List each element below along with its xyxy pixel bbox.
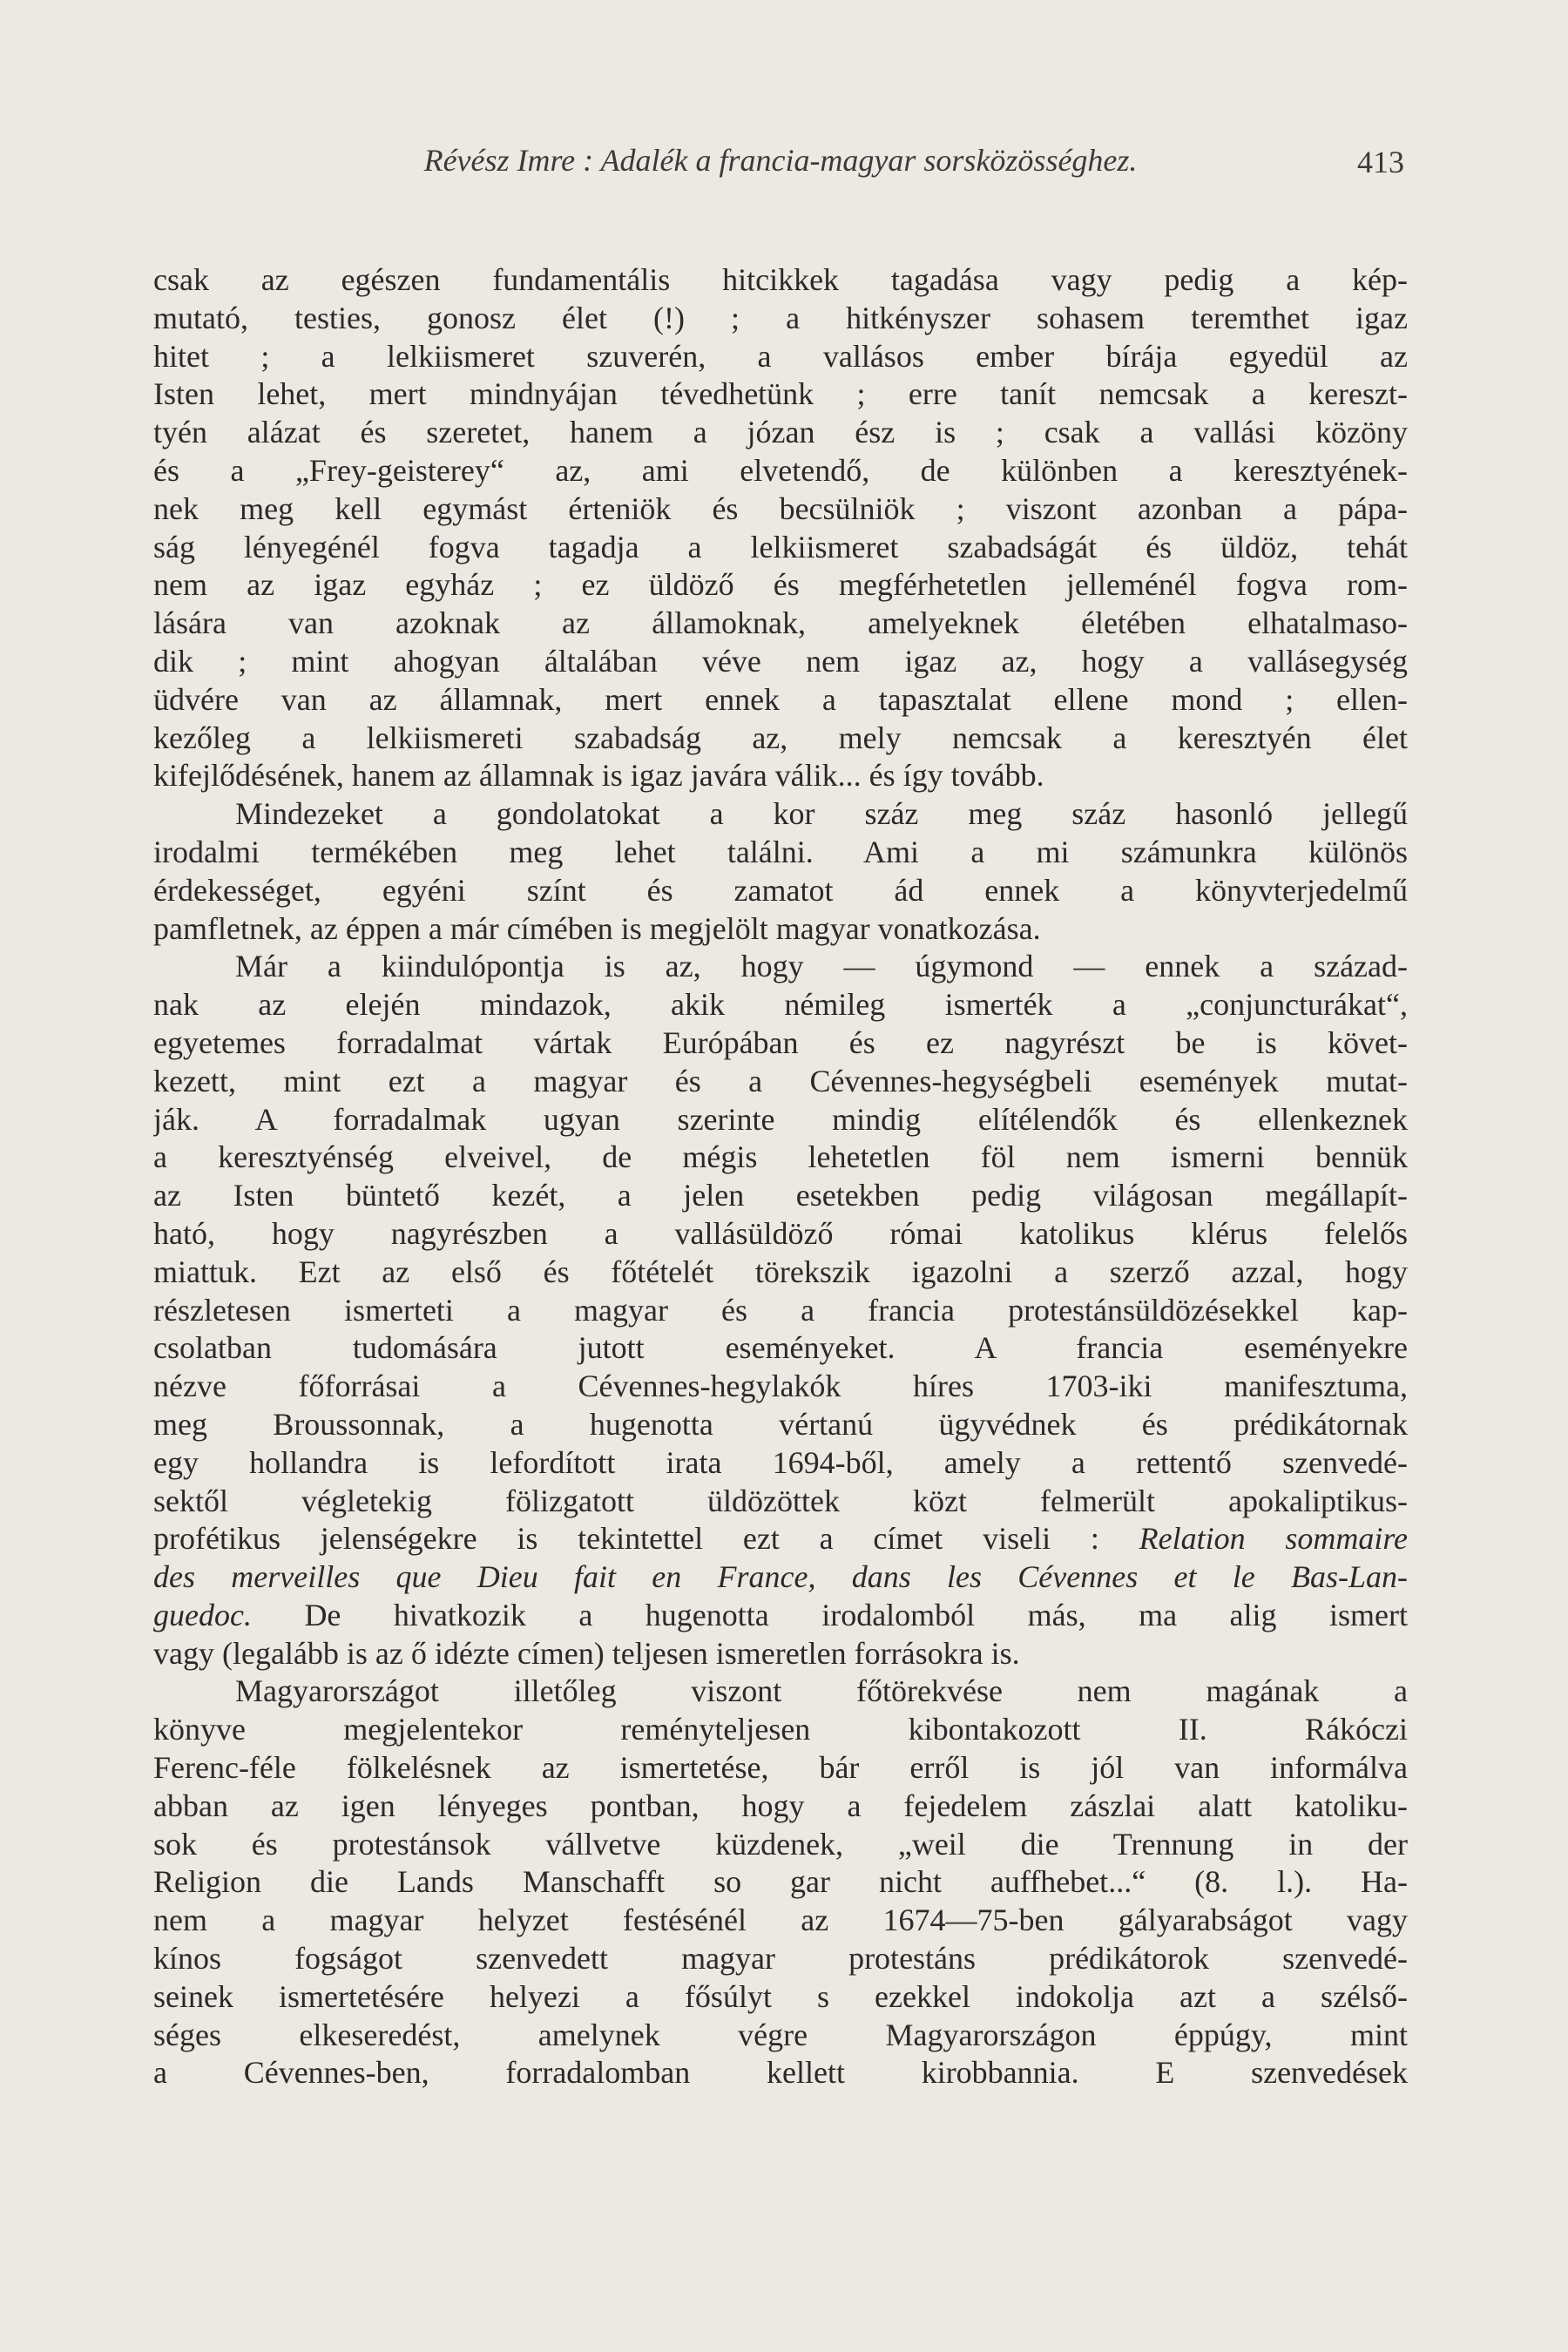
text-line: nek meg kell egymást érteniök és becsülniök ; viszont azonban a pápa-: [153, 490, 1408, 526]
text-line: üdvére van az államnak, mert ennek a tapasztalat ellene mond ; ellen-: [153, 681, 1408, 717]
book-title-italic-line: des merveilles que Dieu fait en France, dans les Cévennes et le Bas-Lan-: [153, 1559, 1408, 1595]
text-line: dik ; mint ahogyan általában véve nem igaz az, hogy a vallásegység: [153, 643, 1408, 679]
book-title-italic: Relation sommaire: [1139, 1521, 1408, 1557]
text-line: ság lényegénél fogva tagadja a lelkiismeret szabadságát és üldöz, tehát: [153, 529, 1408, 564]
text-line: abban az igen lényeges pontban, hogy a fejedelem zászlai alatt katoliku-: [153, 1788, 1408, 1823]
body-text: [153, 261, 1408, 2092]
book-title-italic: guedoc.: [153, 1597, 252, 1632]
text-line: Mindezeket a gondolatokat a kor száz meg száz hasonló jellegű: [235, 796, 1408, 832]
text-line: kifejlődésének, hanem az államnak is igaz javára válik... és így tovább.: [153, 758, 1044, 794]
text-line: kezőleg a lelkiismereti szabadság az, mely nemcsak a keresztyén élet: [153, 720, 1408, 755]
text-line: Religion die Lands Manschafft so gar nicht auffhebet...“ (8. l.). Ha-: [153, 1864, 1408, 1900]
text-line: miattuk. Ezt az első és főtételét törekszik igazolni a szerző azzal, hogy: [153, 1254, 1408, 1289]
text-line: Isten lehet, mert mindnyájan tévedhetünk ; erre tanít nemcsak a kereszt-: [153, 376, 1408, 412]
text-line-mixed: [153, 1520, 1408, 1558]
text-line: irodalmi termékében meg lehet találni. Ami a mi számunkra különös: [153, 834, 1408, 869]
text-line: nak az elején mindazok, akik némileg ismerték a „conjuncturákat“,: [153, 987, 1408, 1023]
text-line: seinek ismertetésére helyezi a fősúlyt s ezekkel indokolja azt a szélső-: [153, 1978, 1408, 2014]
text-line: meg Broussonnak, a hugenotta vértanú ügyvédnek és prédikátornak: [153, 1406, 1408, 1442]
page-header: [153, 142, 1408, 187]
text-line: érdekességet, egyéni színt és zamatot ád ennek a könyvterjedelmű: [153, 872, 1408, 908]
text-line: kínos fogságot szenvedett magyar protestáns prédikátorok szenvedé-: [153, 1941, 1408, 1977]
page-number: 413: [1357, 145, 1404, 179]
text-line: hitet ; a lelkiismeret szuverén, a vallásos ember bírája egyedül az: [153, 338, 1408, 374]
text-line: Ferenc-féle fölkelésnek az ismertetése, bár erről is jól van informálva: [153, 1750, 1408, 1786]
text-line: Magyarországot illetőleg viszont főtörekvése nem magának a: [235, 1673, 1408, 1709]
text-line: csolatban tudomására jutott eseményeket. A francia eseményekre: [153, 1330, 1408, 1366]
text-line: sektől végletekig fölizgatott üldözöttek közt felmerült apokaliptikus-: [153, 1483, 1408, 1518]
text-line: sok és protestánsok vállvetve küzdenek, „weil die Trennung in der: [153, 1826, 1408, 1862]
text-line: könyve megjelentekor reményteljesen kibontakozott II. Rákóczi: [153, 1712, 1408, 1747]
text-line: részletesen ismerteti a magyar és a francia protestánsüldözésekkel kap-: [153, 1292, 1408, 1328]
text-line: Már a kiindulópontja is az, hogy — úgymond — ennek a század-: [235, 949, 1408, 984]
text-segment: profétikus jelenségekre is tekintettel ezt a címet viseli :: [153, 1521, 1139, 1557]
text-line: nem az igaz egyház ; ez üldöző és megférhetetlen jelleménél fogva rom-: [153, 567, 1408, 603]
text-line: egyetemes forradalmat vártak Európában és ez nagyrészt be is követ-: [153, 1024, 1408, 1060]
text-line: és a „Frey-geisterey“ az, ami elvetendő, de különben a keresztyének-: [153, 452, 1408, 488]
text-line: pamfletnek, az éppen a már címében is megjelölt magyar vonatkozása.: [153, 910, 1041, 946]
text-line: ható, hogy nagyrészben a vallásüldöző római katolikus klérus felelős: [153, 1215, 1408, 1251]
text-line: a keresztyénség elveivel, de mégis lehetetlen föl nem ismerni bennük: [153, 1139, 1408, 1175]
text-line: mutató, testies, gonosz élet (!) ; a hitkényszer sohasem teremthet igaz: [153, 300, 1408, 335]
text-line: egy hollandra is lefordított irata 1694-ből, amely a rettentő szenvedé-: [153, 1444, 1408, 1480]
text-line: vagy (legalább is az ő idézte címen) teljesen ismeretlen forrásokra is.: [153, 1635, 1020, 1671]
text-line: tyén alázat és szeretet, hanem a józan ész is ; csak a vallási közöny: [153, 415, 1408, 450]
text-line: lására van azoknak az államoknak, amelyeknek életében elhatalmaso-: [153, 605, 1408, 641]
text-line: kezett, mint ezt a magyar és a Cévennes-hegységbeli események mutat-: [153, 1063, 1408, 1098]
text-line: a Cévennes-ben, forradalomban kellett kirobbannia. E szenvedések: [153, 2055, 1408, 2091]
text-line: nem a magyar helyzet festésénél az 1674—75-ben gályarabságot vagy: [153, 1903, 1408, 1938]
text-segment: De hivatkozik a hugenotta irodalomból más, ma alig ismert: [251, 1597, 1408, 1632]
running-title: Révész Imre : Adalék a francia-magyar sorsközösséghez.: [423, 143, 1138, 178]
text-line: csak az egészen fundamentális hitcikkek tagadása vagy pedig a kép-: [153, 262, 1408, 297]
text-line: nézve főforrásai a Cévennes-hegylakók híres 1703-iki manifesztuma,: [153, 1369, 1408, 1404]
text-line-mixed: [153, 1597, 1408, 1635]
text-line: séges elkeseredést, amelynek végre Magyarországon éppúgy, mint: [153, 2017, 1408, 2052]
text-line: az Isten büntető kezét, a jelen esetekben pedig világosan megállapít-: [153, 1178, 1408, 1213]
text-line: ják. A forradalmak ugyan szerinte mindig elítélendők és ellenkeznek: [153, 1101, 1408, 1137]
